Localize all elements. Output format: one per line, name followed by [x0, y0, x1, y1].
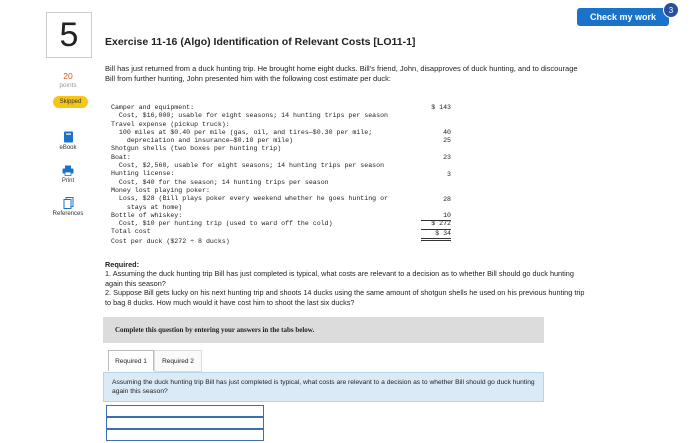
- cost-line-amount: 25: [443, 137, 451, 145]
- answer-input[interactable]: [106, 417, 264, 429]
- question-number: 5: [46, 12, 92, 58]
- required-heading: Required:: [105, 260, 140, 269]
- required-item-2: 2. Suppose Bill gets lucky on his next hunting trip and shoots 14 ducks using the same amount of shotgun shells he used on his previous hunting trip to bag 8 ducks. How much would it have cost him to shoot the last six ducks?: [105, 288, 585, 307]
- cost-line-text: depreciation and insurance—$0.10 per mile): [111, 137, 294, 145]
- tab-required-1[interactable]: Required 1: [108, 350, 154, 371]
- print-icon: [62, 165, 74, 176]
- print-label: Print: [61, 178, 75, 184]
- cost-line-text: Hunting license:: [111, 170, 175, 178]
- cost-line-text: Loss, $28 (Bill plays poker every weekend whether he goes hunting or: [111, 195, 388, 203]
- required-section: [105, 260, 590, 307]
- cost-line-text: Boat:: [111, 153, 131, 161]
- cost-line-amount: $ 143: [431, 104, 451, 112]
- cost-line: [111, 170, 451, 186]
- cost-line-text: Bottle of whiskey:: [111, 211, 183, 219]
- cost-line-text: Cost, $10 per hunting trip (used to ward off the cold): [111, 220, 333, 228]
- cost-line: [111, 195, 451, 211]
- ebook-tool[interactable]: [46, 131, 90, 151]
- cost-line: [111, 104, 451, 120]
- cost-line-text: Cost, $16,000; usable for eight seasons; 14 hunting trips per season: [111, 112, 388, 120]
- cost-line-text: Cost per duck ($272 ÷ 8 ducks): [111, 237, 230, 245]
- status-badge: Skipped: [53, 96, 88, 108]
- cost-line-amount: 23: [443, 154, 451, 162]
- ebook-icon: [63, 131, 74, 143]
- answer-input[interactable]: [106, 405, 264, 417]
- cost-line-amount: $ 272: [421, 220, 451, 229]
- problem-intro: Bill has just returned from a duck hunting trip. He brought home eight ducks. Bill's friend, John, disapproves of duck hunting, and to discourage Bill from further hunting, John presented him with the following cost estimate per duck:: [105, 64, 578, 83]
- cost-line-amount: 3: [447, 170, 451, 178]
- instructions-text: Complete this question by entering your answers in the tabs below.: [115, 326, 315, 334]
- references-label: References: [52, 211, 84, 217]
- required-item-1: 1. Assuming the duck hunting trip Bill has just completed is typical, what costs are relevant to a decision as to whether Bill should go duck hunting again this season?: [105, 269, 574, 288]
- cost-line: [111, 137, 451, 153]
- cost-line: [111, 154, 451, 170]
- check-my-work-button[interactable]: Check my work: [577, 8, 669, 26]
- cost-line-text: Total cost: [111, 228, 151, 236]
- tab-question-box: Assuming the duck hunting trip Bill has just completed is typical, what costs are relevant to a decision as to whether Bill should go duck hunting again this season?: [103, 372, 544, 402]
- references-tool[interactable]: [46, 197, 90, 217]
- cost-line-amount: 10: [421, 212, 451, 221]
- cost-line: [111, 179, 451, 194]
- ebook-label: eBook: [59, 145, 77, 151]
- print-tool[interactable]: [46, 165, 90, 184]
- cost-line-text: Shotgun shells (two boxes per hunting trip): [111, 145, 282, 153]
- cost-line: [111, 113, 451, 128]
- cost-line-text: Cost, $2,560, usable for eight seasons; 14 hunting trips per season: [111, 162, 385, 170]
- references-icon: [63, 197, 74, 209]
- cost-line: [111, 187, 451, 203]
- cost-line: [111, 162, 451, 178]
- cost-line-amount: 40: [443, 129, 451, 137]
- points-value: 20: [63, 71, 73, 81]
- cost-line-text: Cost, $40 for the season; 14 hunting trips per season: [111, 178, 329, 186]
- cost-estimate-table: [111, 96, 451, 245]
- points-block: [46, 72, 90, 90]
- cost-line-amount: $ 34: [421, 230, 451, 241]
- answer-input[interactable]: [106, 429, 264, 441]
- tab-required-2[interactable]: Required 2: [154, 350, 202, 372]
- cost-line-text: 100 miles at $0.40 per mile (gas, oil, and tires—$0.30 per mile;: [111, 128, 373, 136]
- cost-line-amount: 28: [443, 195, 451, 203]
- cost-line-text: Money lost playing poker:: [111, 186, 210, 194]
- cost-line: [111, 121, 451, 136]
- cost-per-duck-line: [111, 229, 451, 245]
- check-count-badge: 3: [663, 2, 679, 18]
- cost-line-text: stays at home): [111, 203, 183, 211]
- cost-line-text: Travel expense (pickup truck):: [111, 120, 230, 128]
- cost-line-text: Camper and equipment:: [111, 104, 195, 111]
- exercise-title: Exercise 11-16 (Algo) Identification of Relevant Costs [LO11-1]: [105, 36, 416, 48]
- points-label: points: [59, 82, 77, 89]
- instructions-bar: [103, 317, 544, 343]
